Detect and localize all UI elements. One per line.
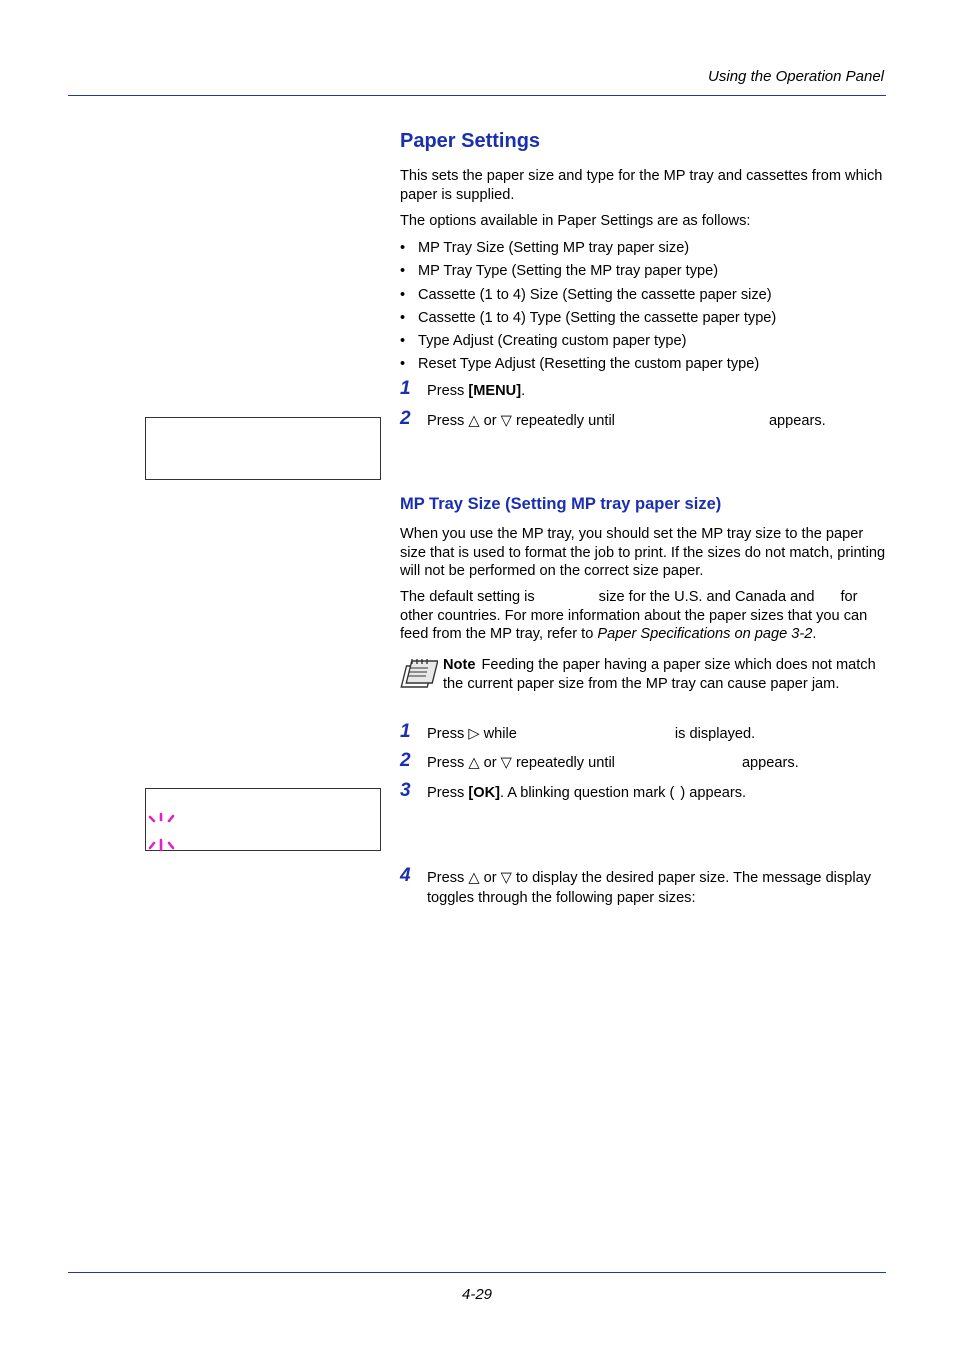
bullet-marker: • xyxy=(400,356,406,373)
step-4: 4 Press △ or ▽ to display the desired paper size. The message display toggles through the following paper sizes: xyxy=(400,865,871,906)
step-1: 1 Press ▷ while is displayed. xyxy=(400,721,756,742)
step-number: 2 xyxy=(400,750,411,771)
blinking-cursor-icon xyxy=(148,812,176,852)
bullet-marker: • xyxy=(400,309,406,326)
menu-key: [MENU] xyxy=(468,383,522,399)
list-item: • Type Adjust (Creating custom paper type) xyxy=(400,333,687,350)
step-2: 2 Press △ or ▽ repeatedly until appears. xyxy=(400,408,826,429)
subsection-title: MP Tray Size (Setting MP tray paper size) xyxy=(400,495,722,513)
step-number: 3 xyxy=(400,780,411,801)
bullet-marker: • xyxy=(400,263,406,280)
running-header: Using the Operation Panel xyxy=(708,68,884,85)
bullet-marker: • xyxy=(400,240,406,256)
step-number: 1 xyxy=(400,721,411,742)
page-number: 4-29 xyxy=(461,1286,493,1303)
step-number: 2 xyxy=(400,408,411,429)
list-item: • Reset Type Adjust (Resetting the custom paper type) xyxy=(400,356,760,373)
list-item: • Cassette (1 to 4) Size (Setting the cassette paper size) xyxy=(400,286,772,303)
note-pad-icon xyxy=(400,656,438,690)
ok-key: [OK] xyxy=(468,785,500,801)
subsection-para-1: When you use the MP tray, you should set the MP tray size to the paper size that is used to format the job to print. If the sizes do not match, printing will not be performed on the correct size paper. xyxy=(400,526,886,580)
options-intro: The options available in Paper Settings are as follows: xyxy=(400,213,751,229)
step-number: 1 xyxy=(400,378,411,399)
section-intro: This sets the paper size and type for the MP tray and cassettes from which paper is supplied. xyxy=(400,168,883,203)
section-title: Paper Settings xyxy=(400,130,541,152)
lcd-display-panel xyxy=(145,788,381,851)
options-list xyxy=(400,238,776,378)
bullet-marker: • xyxy=(400,286,406,303)
list-item: • MP Tray Size (Setting MP tray paper size) xyxy=(400,240,690,256)
note: Note Feeding the paper having a paper size which does not match the current paper size from the MP tray can cause paper jam. xyxy=(443,657,876,692)
header-rule xyxy=(68,95,886,96)
step-1: 1 Press [MENU]. xyxy=(400,378,526,399)
bullet-marker: • xyxy=(400,333,406,350)
step-3: 3 Press [OK]. A blinking question mark ( ) appears. xyxy=(400,780,747,801)
step-2: 2 Press △ or ▽ repeatedly until appears. xyxy=(400,750,799,771)
footer-rule xyxy=(68,1272,886,1273)
step-number: 4 xyxy=(400,865,411,886)
list-item: • Cassette (1 to 4) Type (Setting the cassette paper type) xyxy=(400,309,777,326)
list-item: • MP Tray Type (Setting the MP tray paper type) xyxy=(400,263,719,280)
subsection-para-2: The default setting is size for the U.S. and Canada and for other countries. For more information about the paper sizes that you can feed from the MP tray, refer to Paper Specifications on page 3-2. xyxy=(400,589,868,643)
note-label: Note xyxy=(443,657,476,673)
cross-reference: Paper Specifications on page 3-2 xyxy=(597,626,813,643)
lcd-display-panel xyxy=(145,417,381,480)
